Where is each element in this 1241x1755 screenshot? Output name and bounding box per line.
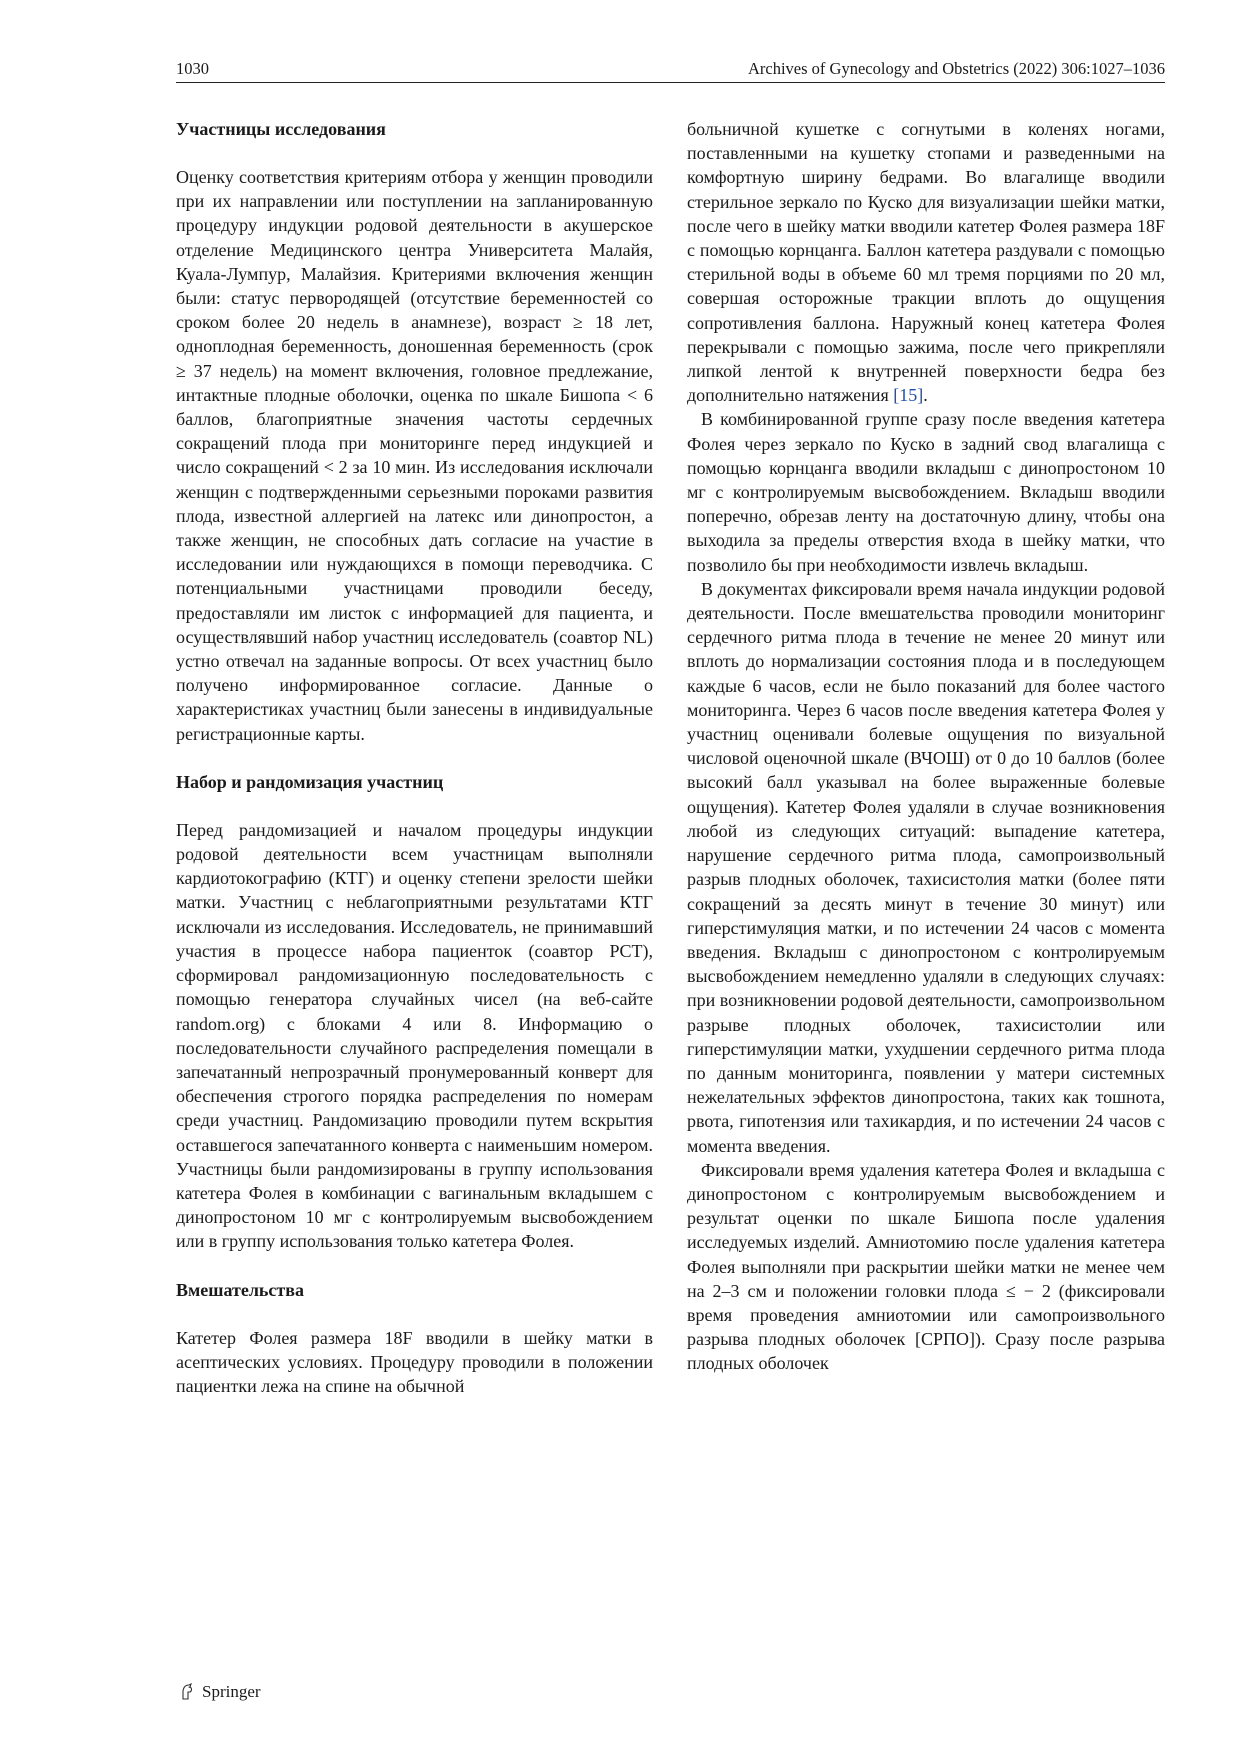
left-column (176, 117, 653, 1398)
page-number: 1030 (176, 59, 209, 78)
paragraph-catheter-procedure (687, 117, 1165, 407)
paragraph-monitoring: В документах фиксировали время начала индукции родовой деятельности. После вмешательства проводили мониторинг сердечного ритма плода в течение не менее 20 минут или вплоть до нормализации состояния плода и в последующем каждые 6 часов, если не было показаний для более частого мониторинга. Через 6 часов после введения катетера Фолея у участниц оценивали болевые ощущения по визуальной числовой оценочной шкале (ВЧОШ) от 0 до 10 баллов (более высокий балл указывал на более выраженные болевые ощущения). Катетер Фолея удаляли в случае возникновения любой из следующих ситуаций: выпадение катетера, нарушение сердечного ритма плода, самопроизвольный разрыв плодных оболочек, тахисистолия матки (более пяти сокращений за десять минут в течение 30 минут) или гиперстимуляция матки, и по истечении 24 часов с момента введения. Вкладыш с динопростоном с контролируемым высвобождением немедленно удаляли в следующих случаях: при возникновении родовой деятельности, самопроизвольном разрыве плодных оболочек, тахисистолии или гиперстимуляции матки, ухудшении сердечного ритма плода по данным мониторинга, появлении у матери системных нежелательных эффектов динопростона, таких как тошнота, рвота, гипотензия или тахикардия, и по истечении 24 часов с момента введения. (687, 578, 1165, 1156)
publisher-name: Springer (202, 1682, 261, 1701)
paragraph-removal: Фиксировали время удаления катетера Фолея и вкладыша с динопростоном с контролируемым высвобождением и результат оценки по шкале Бишопа после удаления исследуемых изделий. Амниотомию после удаления катетера Фолея выполняли при раскрытии шейки матки не менее чем на 2–3 см и положении головки плода ≤ − 2 (фиксировали время проведения амниотомии или самопроизвольного разрыва плодных оболочек [СРПО]). Сразу после разрыва плодных оболочек (687, 1159, 1165, 1374)
springer-horse-icon (180, 1683, 194, 1701)
right-column (687, 117, 1165, 1376)
section-heading-participants: Участницы исследования (176, 119, 386, 139)
section-heading-randomization: Набор и рандомизация участниц (176, 771, 444, 792)
section-heading-interventions: Вмешательства (176, 1279, 304, 1300)
paragraph-interventions: Катетер Фолея размера 18F вводили в шейку матки в асептических условиях. Процедуру проводили в положении пациентки лежа на спине на обычной (176, 1327, 653, 1396)
paragraph-text: больничной кушетке с согнутыми в коленях ногами, поставленными на кушетку стопами и разведенными на комфортную ширину бедрами. Во влагалище вводили стерильное зеркало по Куско для визуализации шейки матки, после чего в шейку матки вводили катетер Фолея размера 18F с помощью корнцанга. Баллон катетера раздували с помощью стерильной воды в объеме 60 мл тремя порциями по 20 мл, совершая осторожные тракции вплоть до ощущения сопротивления баллона. Наружный конец катетера Фолея перекрывали с помощью зажима, после чего прикрепляли липкой лентой к внутренней поверхности бедра без дополнительно натяжения (687, 119, 1165, 406)
paragraph-participants: Оценку соответствия критериям отбора у женщин проводили при их направлении или поступлении на запланированную процедуру индукции родовой деятельности в акушерское отделение Медицинского центра Университета Малайя, Куала-Лумпур, Малайзия. Критериями включения женщин были: статус первородящей (отсутствие беременностей со сроком более 20 недель в анамнезе), возраст ≥ 18 лет, одноплодная беременность, доношенная беременность (срок ≥ 37 недель) на момент включения, головное предлежание, интактные плодные оболочки, оценка по шкале Бишопа < 6 баллов, благоприятные значения частоты сердечных сокращений плода при мониторинге перед индукцией и число сокращений < 2 за 10 мин. Из исследования исключали женщин с подтвержденными серьезными пороками развития плода, известной аллергией на латекс или динопростон, а также женщин, не способных дать согласие на участие в исследовании или нуждающихся в помощи переводчика. С потенциальными участницами проводили беседу, предоставляли им листок с информацией для пациента, и осуществлявший набор участниц исследователь (соавтор NL) устно отвечал на заданные вопросы. От всех участниц было получено информированное согласие. Данные о характеристиках участниц были занесены в индивидуальные регистрационные карты. (176, 167, 653, 744)
journal-reference: Archives of Gynecology and Obstetrics (2022) 306:1027–1036 (747, 59, 1165, 78)
paragraph-randomization: Перед рандомизацией и началом процедуры индукции родовой деятельности всем участницам выполняли кардиотокографию (КТГ) и оценку степени зрелости шейки матки. Участниц с неблагоприятными результатами КТГ исключали из исследования. Исследователь, не принимавший участия в процессе набора пациенток (соавтор PCT), сформировал рандомизационную последовательность с помощью генератора случайных чисел (на веб-сайте random.org) с блоками 4 или 8. Информацию о последовательности случайного распределения помещали в запечатанный непрозрачный пронумерованный конверт для обеспечения строгого порядка распределения по номерам среди участниц. Рандомизацию проводили путем вскрытия оставшегося запечатанного конверта с наименьшим номером. Участницы были рандомизированы в группу использования катетера Фолея в комбинации с вагинальным вкладышем с динопростоном 10 мг с контролируемым высвобождением или в группу использования только катетера Фолея. (176, 819, 653, 1252)
paragraph-end: . (923, 385, 928, 406)
page-footer (180, 1682, 261, 1702)
page-header (176, 60, 1165, 83)
citation-link[interactable]: [15] (893, 385, 924, 406)
paragraph-combined-group: В комбинированной группе сразу после введения катетера Фолея через зеркало по Куско в задний свод влагалища с помощью корнцанга вводили вкладыш с динопростоном 10 мг с контролируемым высвобождением. Вкладыш вводили поперечно, обрезав ленту на достаточную длину, чтобы она выходила за пределы отверстия входа в шейку матки, что позволило бы при необходимости извлечь вкладыш. (687, 409, 1165, 575)
